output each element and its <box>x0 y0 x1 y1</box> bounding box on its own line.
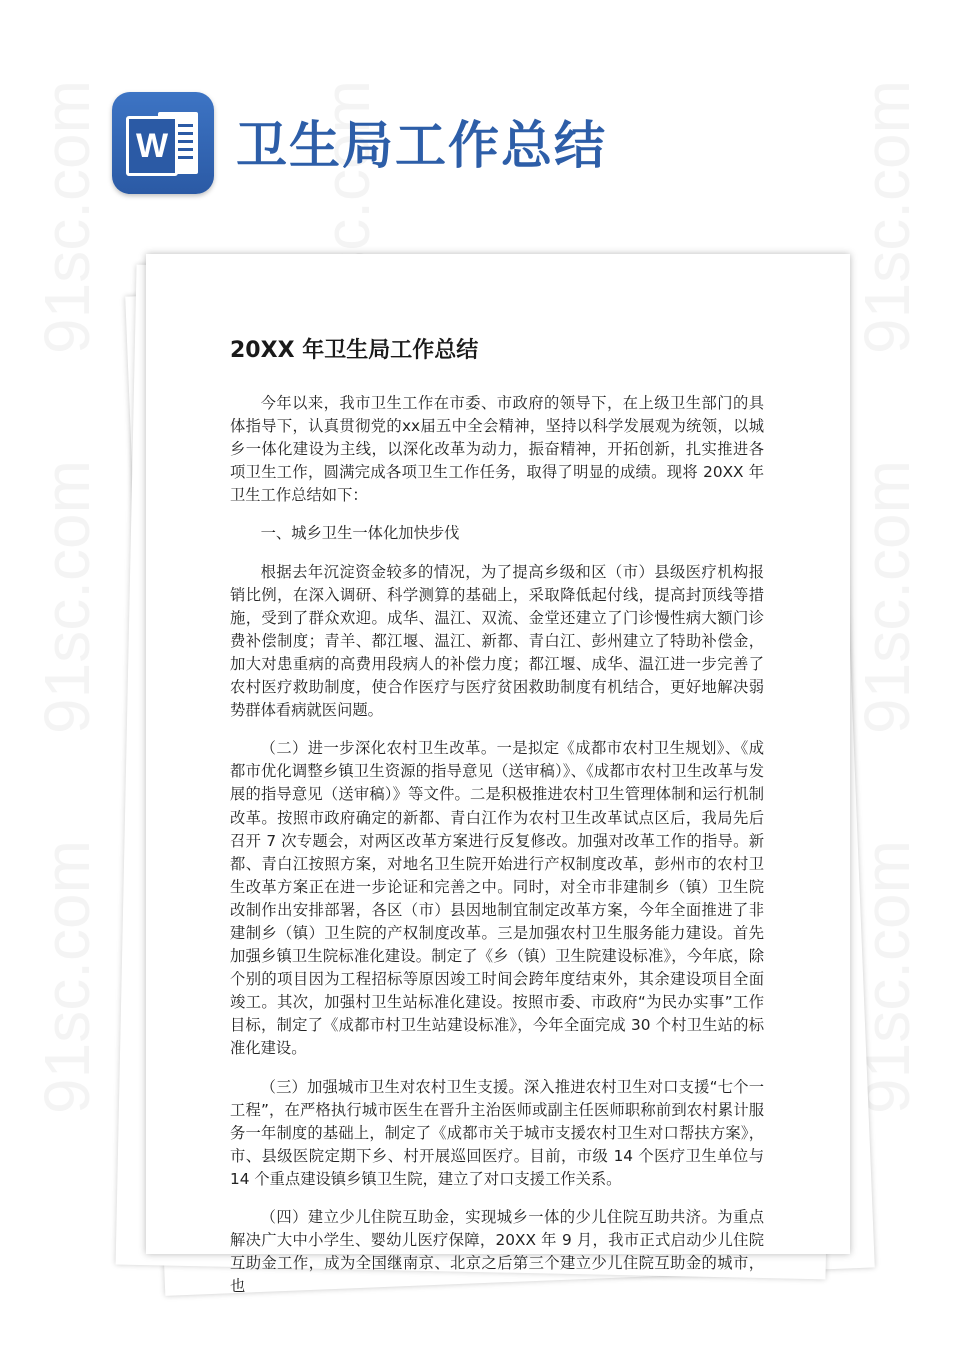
section-heading: 一、城乡卫生一体化加快步伐 <box>260 524 460 543</box>
word-document-icon <box>112 92 214 194</box>
paragraph: 今年以来，我市卫生工作在市委、市政府的领导下，在上级卫生部门的具体指导下，认真贯彻党的xx届五中全会精神，坚持以科学发展观为统领，以城乡一体化建设为主线，以深化改革为动力，振奋精神，开拓创新，扎实推进各项卫生工作，圆满完成各项卫生工作任务，取得了明显的成绩。现将 20XX 年卫生工作总结如下： <box>230 394 764 505</box>
paragraph: （三）加强城市卫生对农村卫生支援。深入推进农村卫生对口支援“七个一工程”，在严格执行城市医生在晋升主治医师或副主任医师职称前到农村累计服务一年制度的基础上，制定了《成都市关于城市支援农村卫生对口帮扶方案》，市、县级医院定期下乡、村开展巡回医疗。目前，市级 14 个医疗卫生单位与 14 个重点建设镇乡镇卫生院，建立了对口支援工作关系。 <box>230 1077 764 1188</box>
document-heading: 卫生局工作总结 <box>236 117 608 176</box>
word-letter-icon: W <box>126 116 178 176</box>
watermark: 91sc.com <box>30 840 103 1114</box>
watermark: 91sc.com <box>30 460 103 734</box>
watermark: 91sc.com <box>850 80 923 354</box>
paragraph: （四）建立少儿住院互助金，实现城乡一体的少儿住院互助共济。为重点解决广大中小学生、婴幼儿医疗保障，20XX 年 9 月，我市正式启动少儿住院互助金工作，成为全国继南京、北京之后第三个建立少儿住院互助金的城市，也 <box>230 1208 764 1296</box>
page-title: 20XX 年卫生局工作总结 <box>230 338 479 363</box>
document-body <box>230 392 764 1313</box>
paragraph: 根据去年沉淀资金较多的情况，为了提高乡级和区（市）县级医疗机构报销比例，在深入调研、科学测算的基础上，采取降低起付线，提高封顶线等措施，受到了群众欢迎。成华、温江、双流、金堂还建立了门诊慢性病大额门诊费补偿制度；青羊、都江堰、温江、新都、青白江、彭州建立了特助补偿金，加大对患重病的高费用段病人的补偿力度；都江堰、成华、温江进一步完善了农村医疗救助制度，使合作医疗与医疗贫困救助制度有机结合，更好地解决弱势群体看病就医问题。 <box>230 562 764 720</box>
watermark: 91sc.com <box>30 80 103 354</box>
document-page <box>146 254 850 1296</box>
paragraph: （二）进一步深化农村卫生改革。一是拟定《成都市农村卫生规划》、《成都市优化调整乡镇卫生资源的指导意见（送审稿）》、《成都市农村卫生改革与发展的指导意见（送审稿）》等文件。二是积极推进农村卫生管理体制和运行机制改革。按照市政府确定的新都、青白江作为农村卫生改革试点区后，我局先后召开 7 次专题会，对两区改革方案进行反复修改。加强对改革工作的指导。新都、青白江按照方案，对地名卫生院开始进行产权制度改革，彭州市的农村卫生改革方案正在进一步论证和完善之中。同时，对全市非建制乡（镇）卫生院改制作出安排部署，各区（市）县因地制宜制定改革方案，今年全面推进了非建制乡（镇）卫生院的产权制度改革。三是加强农村卫生服务能力建设。首先加强乡镇卫生院标准化建设。制定了《乡（镇）卫生院建设标准》，今年底，除个别的项目因为工程招标等原因竣工时间会跨年度结束外，其余建设项目全面竣工。其次，加强村卫生站标准化建设。按照市委、市政府“为民办实事”工作目标，制定了《成都市村卫生站建设标准》，今年全面完成 30 个村卫生站的标准化建设。 <box>230 739 764 1058</box>
watermark: 91sc.com <box>850 460 923 734</box>
watermark: 91sc.com <box>310 80 383 354</box>
watermark: 91sc.com <box>850 840 923 1114</box>
